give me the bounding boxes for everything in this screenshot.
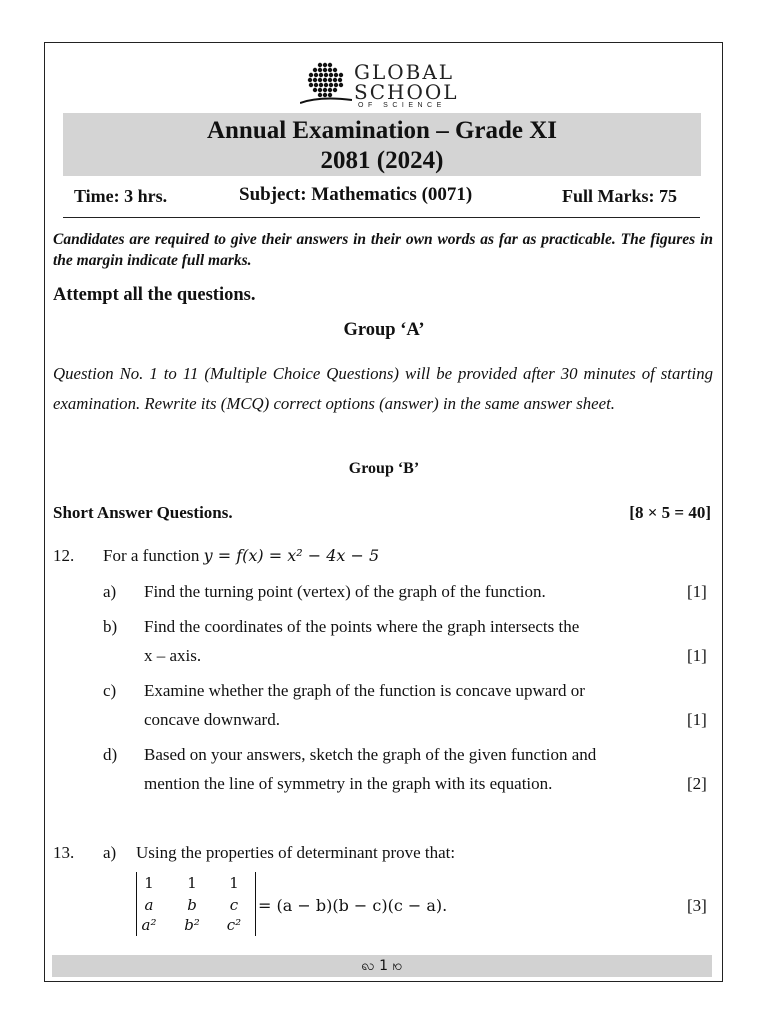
q12-part-d-line2: mention the line of symmetry in the graph with its equation. bbox=[144, 774, 553, 793]
det-cell-r3c2: b² bbox=[184, 916, 200, 934]
subject-label: Subject: Mathematics (0071) bbox=[239, 184, 473, 205]
footer-band bbox=[52, 955, 712, 977]
group-a-note: Question No. 1 to 11 (Multiple Choice Questions) will be provided after 30 minutes of starting examination. Rewrite its (MCQ) correct options (answer) in the same answer sheet. bbox=[53, 364, 713, 413]
q12-part-b-label: b) bbox=[103, 617, 118, 636]
logo-text-school: SCHOOL bbox=[354, 80, 459, 104]
question-12-number: 12. bbox=[53, 546, 75, 565]
globe-logo-icon bbox=[300, 60, 352, 104]
q13-part-a-text: Using the properties of determinant prove that: bbox=[136, 843, 456, 862]
question-13-number: 13. bbox=[53, 843, 75, 862]
question-12-stem bbox=[103, 546, 379, 566]
q12-part-c-line2: concave downward. bbox=[144, 710, 280, 729]
page-number: ꩮ 1 ꩯ bbox=[361, 958, 403, 974]
det-cell-r3c1: a² bbox=[141, 916, 157, 934]
det-cell-r3c3: c² bbox=[226, 916, 242, 934]
det-cell-r1c1: 1 bbox=[144, 874, 154, 892]
q12-part-a-text: Find the turning point (vertex) of the graph of the function. bbox=[144, 582, 546, 601]
time-label: Time: 3 hrs. bbox=[74, 186, 168, 206]
logo-text-global: GLOBAL bbox=[354, 60, 455, 84]
group-b-heading: Group ‘B’ bbox=[348, 460, 420, 477]
group-a-heading: Group ‘A’ bbox=[343, 320, 425, 340]
det-cell-r1c3: 1 bbox=[229, 874, 239, 892]
logo-text-of-science: OF SCIENCE bbox=[358, 102, 446, 109]
exam-year: 2081 (2024) bbox=[320, 147, 444, 174]
determinant-matrix bbox=[136, 872, 256, 936]
q12-part-d-label: d) bbox=[103, 745, 118, 764]
general-instructions: Candidates are required to give their answers in their own words as far as practicable. The figures in the margin indicate full marks. bbox=[53, 231, 713, 269]
question-12-function: y = f(x) = x² − 4x − 5 bbox=[203, 546, 380, 565]
q12-part-c-label: c) bbox=[103, 681, 117, 700]
q13-part-a-marks: [3] bbox=[687, 896, 707, 915]
short-answer-marks: [8 × 5 = 40] bbox=[629, 503, 711, 522]
exam-title: Annual Examination – Grade XI bbox=[206, 117, 558, 144]
q13-part-a-label: a) bbox=[103, 843, 117, 862]
short-answer-heading: Short Answer Questions. bbox=[53, 503, 233, 522]
header-rule bbox=[63, 217, 700, 218]
det-cell-r2c2: b bbox=[187, 896, 197, 914]
full-marks-label: Full Marks: 75 bbox=[562, 186, 677, 206]
q12-part-b-line2: x – axis. bbox=[144, 646, 202, 665]
question-12-stem-text: For a function bbox=[103, 546, 200, 565]
det-cell-r2c3: c bbox=[229, 896, 239, 914]
q12-part-d-line1: Based on your answers, sketch the graph of the given function and bbox=[144, 745, 597, 764]
q12-part-b-marks: [1] bbox=[687, 646, 707, 665]
q12-part-b-line1: Find the coordinates of the points where the graph intersects the bbox=[144, 617, 580, 636]
title-band bbox=[63, 113, 701, 176]
determinant-rhs: = (a − b)(b − c)(c − a). bbox=[258, 896, 448, 915]
q12-part-c-line1: Examine whether the graph of the function is concave upward or bbox=[144, 681, 585, 700]
q12-part-d-marks: [2] bbox=[687, 774, 707, 793]
school-logo bbox=[300, 60, 470, 112]
det-cell-r1c2: 1 bbox=[187, 874, 197, 892]
q12-part-a-marks: [1] bbox=[687, 582, 707, 601]
det-cell-r2c1: a bbox=[144, 896, 154, 914]
q12-part-a-label: a) bbox=[103, 582, 117, 601]
attempt-all-heading: Attempt all the questions. bbox=[53, 285, 256, 305]
q12-part-c-marks: [1] bbox=[687, 710, 707, 729]
